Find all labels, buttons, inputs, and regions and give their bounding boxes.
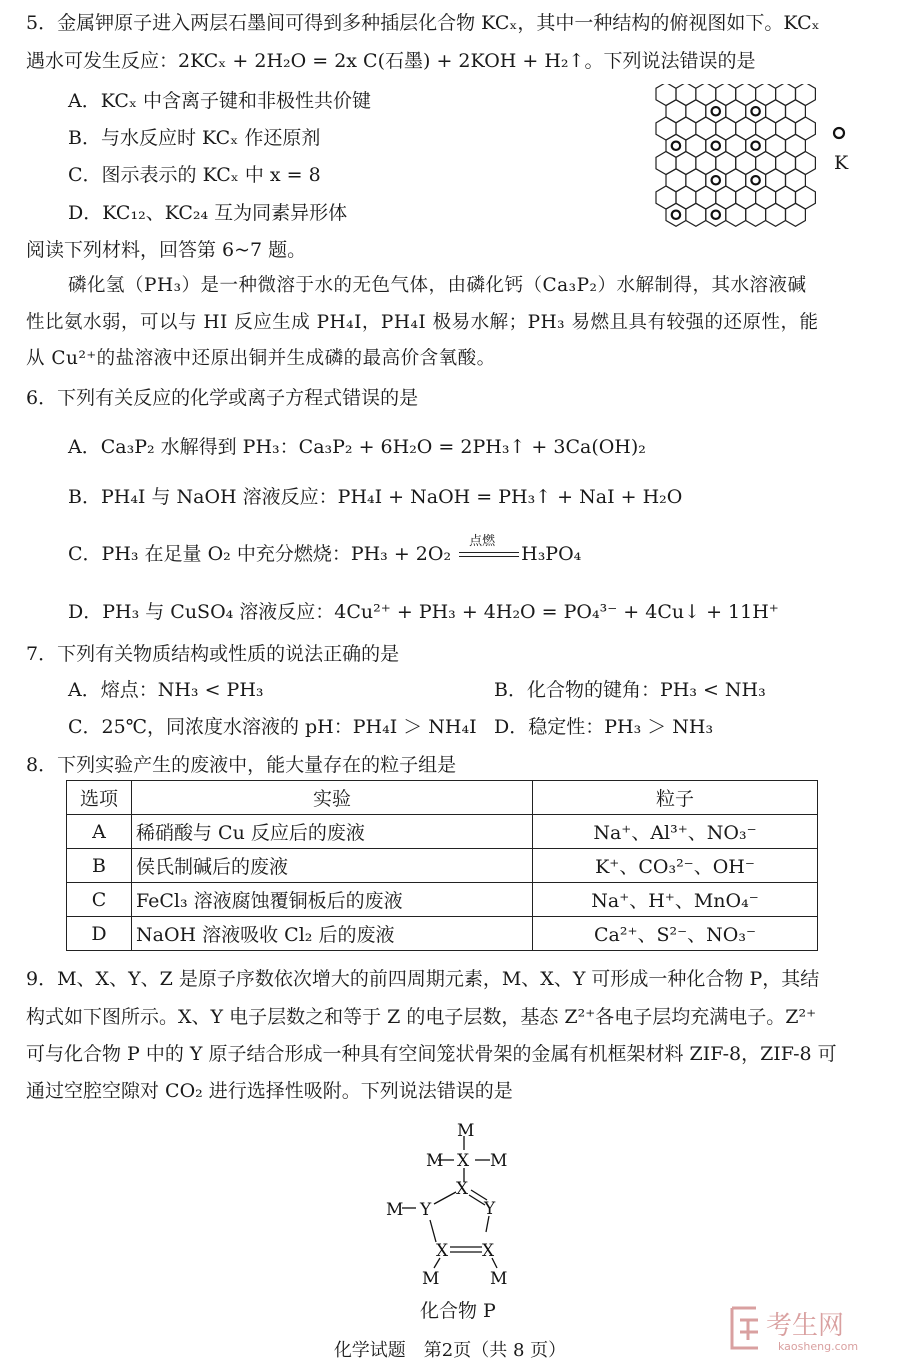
compound-p-caption: 化合物 P: [420, 1300, 496, 1322]
hexagon-cell: [756, 84, 776, 106]
hexagon-cell: [786, 203, 806, 226]
hexagon-grid: [656, 84, 815, 226]
q5-option-c: C．图示表示的 KCₓ 中 x = 8: [68, 164, 321, 186]
potassium-atom-icon: [712, 142, 720, 150]
hexagon-cell: [776, 84, 796, 106]
hexagon-cell: [716, 84, 736, 106]
k-legend-label: K: [834, 152, 849, 174]
q6-option-c: [68, 534, 582, 567]
atom-x-ring: X: [456, 1179, 469, 1199]
ignition-arrow: [457, 534, 521, 565]
atom-m-right: M: [490, 1151, 508, 1171]
hexagon-cell: [676, 84, 696, 106]
q6-option-a: A．Ca₃P₂ 水解得到 PH₃：Ca₃P₂ + 6H₂O = 2PH₃↑ + 3Ca(OH)₂: [68, 436, 646, 458]
atom-m-bottom-right: M: [490, 1269, 508, 1288]
atom-x-bottom-left: X: [436, 1241, 449, 1261]
watermark-en: kaosheng.com: [778, 1340, 859, 1353]
potassium-atom-icon: [751, 142, 759, 150]
atom-m-far-left: M: [386, 1200, 404, 1220]
graphite-kcx-figure: [652, 84, 822, 244]
q6-option-d: D．PH₃ 与 CuSO₄ 溶液反应：4Cu²⁺ + PH₃ + 4H₂O = PO₄³⁻ + 4Cu↓ + 11H⁺: [68, 601, 779, 623]
atom-m-bottom-left: M: [422, 1269, 440, 1288]
header-particles: 粒子: [533, 781, 818, 815]
header-experiment: 实验: [132, 781, 533, 815]
q5-stem-line2: 遇水可发生反应：2KCₓ + 2H₂O = 2x C(石墨) + 2KOH + H₂↑。下列说法错误的是: [26, 50, 756, 72]
atom-m-left: M: [426, 1151, 444, 1171]
potassium-atom-icon: [712, 211, 720, 219]
intro-6-7: 阅读下列材料，回答第 6~7 题。: [26, 239, 307, 261]
row-particles: Ca²⁺、S²⁻、NO₃⁻: [533, 917, 818, 951]
atom-x-top: X: [457, 1151, 470, 1171]
atom-m-top: M: [457, 1121, 475, 1141]
atom-x-bottom-right: X: [482, 1241, 495, 1261]
k-legend-icon: [830, 124, 848, 142]
table-row: [67, 883, 818, 917]
q6-option-c-right: H₃PO₄: [521, 543, 582, 565]
potassium-atom-icon: [712, 176, 720, 184]
potassium-atom-icon: [751, 176, 759, 184]
table-row: [67, 917, 818, 951]
material-line3: 从 Cu²⁺的盐溶液中还原出铜并生成磷的最高价含氧酸。: [26, 348, 496, 369]
row-experiment: NaOH 溶液吸收 Cl₂ 后的废液: [132, 917, 533, 951]
q9-line1: 9．M、X、Y、Z 是原子序数依次增大的前四周期元素，M、X、Y 可形成一种化合物 P，其结: [26, 968, 820, 990]
hexagon-cell: [696, 84, 716, 106]
q9-line2: 构式如下图所示。X、Y 电子层数之和等于 Z 的电子层数，基态 Z²⁺各电子层均充满电子。Z²⁺: [26, 1006, 817, 1028]
hexagon-cell: [746, 203, 766, 226]
row-option: B: [67, 849, 132, 883]
q9-line3: 可与化合物 P 中的 Y 原子结合形成一种具有空间笼状骨架的金属有机框架材料 ZIF-8，ZIF-8 可: [26, 1043, 837, 1065]
q6-option-c-left: C．PH₃ 在足量 O₂ 中充分燃烧：PH₃ + 2O₂: [68, 543, 452, 565]
q8-stem: 8．下列实验产生的废液中，能大量存在的粒子组是: [26, 754, 457, 776]
watermark-cn: 考生网: [766, 1311, 845, 1341]
q6-option-b: B．PH₄I 与 NaOH 溶液反应：PH₄I + NaOH = PH₃↑ + NaI + H₂O: [68, 486, 683, 508]
q9-line4: 通过空腔空隙对 CO₂ 进行选择性吸附。下列说法错误的是: [26, 1080, 513, 1102]
watermark-mark-icon: [732, 1308, 758, 1348]
kaosheng-watermark-logo: [726, 1300, 886, 1356]
hexagon-cell: [766, 203, 786, 226]
material-line2: 性比氨水弱，可以与 HI 反应生成 PH₄I，PH₄I 极易水解；PH₃ 易燃且具有较强的还原性，能: [26, 312, 819, 333]
hexagon-cell: [706, 203, 726, 226]
row-option: A: [67, 815, 132, 849]
compound-p-structure: [380, 1118, 540, 1288]
q6-stem: 6．下列有关反应的化学或离子方程式错误的是: [26, 387, 419, 409]
row-option: D: [67, 917, 132, 951]
row-particles: Na⁺、H⁺、MnO₄⁻: [533, 883, 818, 917]
atom-y-left: Y: [420, 1200, 432, 1220]
q5-stem-line1: 5．金属钾原子进入两层石墨间可得到多种插层化合物 KCₓ，其中一种结构的俯视图如下。KCₓ: [26, 12, 820, 34]
q7-option-b: B．化合物的键角：PH₃ < NH₃: [494, 679, 766, 701]
table-row: [67, 849, 818, 883]
header-option: 选项: [67, 781, 132, 815]
page-footer: 化学试题 第2页（共 8 页）: [333, 1340, 567, 1361]
atom-y-right: Y: [484, 1199, 496, 1219]
table-row: [67, 815, 818, 849]
q7-option-d: D．稳定性：PH₃ ＞ NH₃: [494, 716, 714, 738]
hexagon-cell: [736, 84, 756, 106]
row-experiment: 稀硝酸与 Cu 反应后的废液: [132, 815, 533, 849]
q5-option-b: B．与水反应时 KCₓ 作还原剂: [68, 127, 321, 149]
potassium-atom-icon: [672, 142, 680, 150]
q7-stem: 7．下列有关物质结构或性质的说法正确的是: [26, 643, 400, 665]
potassium-atom-icon: [751, 107, 759, 115]
hexagon-cell: [686, 203, 706, 226]
q5-option-a: A．KCₓ 中含离子键和非极性共价键: [68, 90, 372, 112]
hexagon-cell: [656, 84, 676, 106]
material-line1: 磷化氢（PH₃）是一种微溶于水的无色气体，由磷化钙（Ca₃P₂）水解制得，其水溶液碱: [68, 275, 807, 296]
hexagon-cell: [666, 203, 686, 226]
potassium-atom-icon: [712, 107, 720, 115]
q7-option-c: C．25℃，同浓度水溶液的 pH：PH₄I ＞ NH₄I: [68, 716, 477, 738]
row-particles: K⁺、CO₃²⁻、OH⁻: [533, 849, 818, 883]
row-particles: Na⁺、Al³⁺、NO₃⁻: [533, 815, 818, 849]
hexagon-cell: [726, 203, 746, 226]
ignition-condition: 点燃: [469, 534, 496, 549]
row-option: C: [67, 883, 132, 917]
row-experiment: FeCl₃ 溶液腐蚀覆铜板后的废液: [132, 883, 533, 917]
q7-option-a: A．熔点：NH₃ < PH₃: [68, 679, 264, 701]
row-experiment: 侯氏制碱后的废液: [132, 849, 533, 883]
q8-table: [66, 780, 818, 951]
hexagon-cell: [796, 84, 816, 106]
potassium-atom-icon: [672, 211, 680, 219]
q5-option-d: D．KC₁₂、KC₂₄ 互为同素异形体: [68, 202, 348, 224]
table-header-row: [67, 781, 818, 815]
